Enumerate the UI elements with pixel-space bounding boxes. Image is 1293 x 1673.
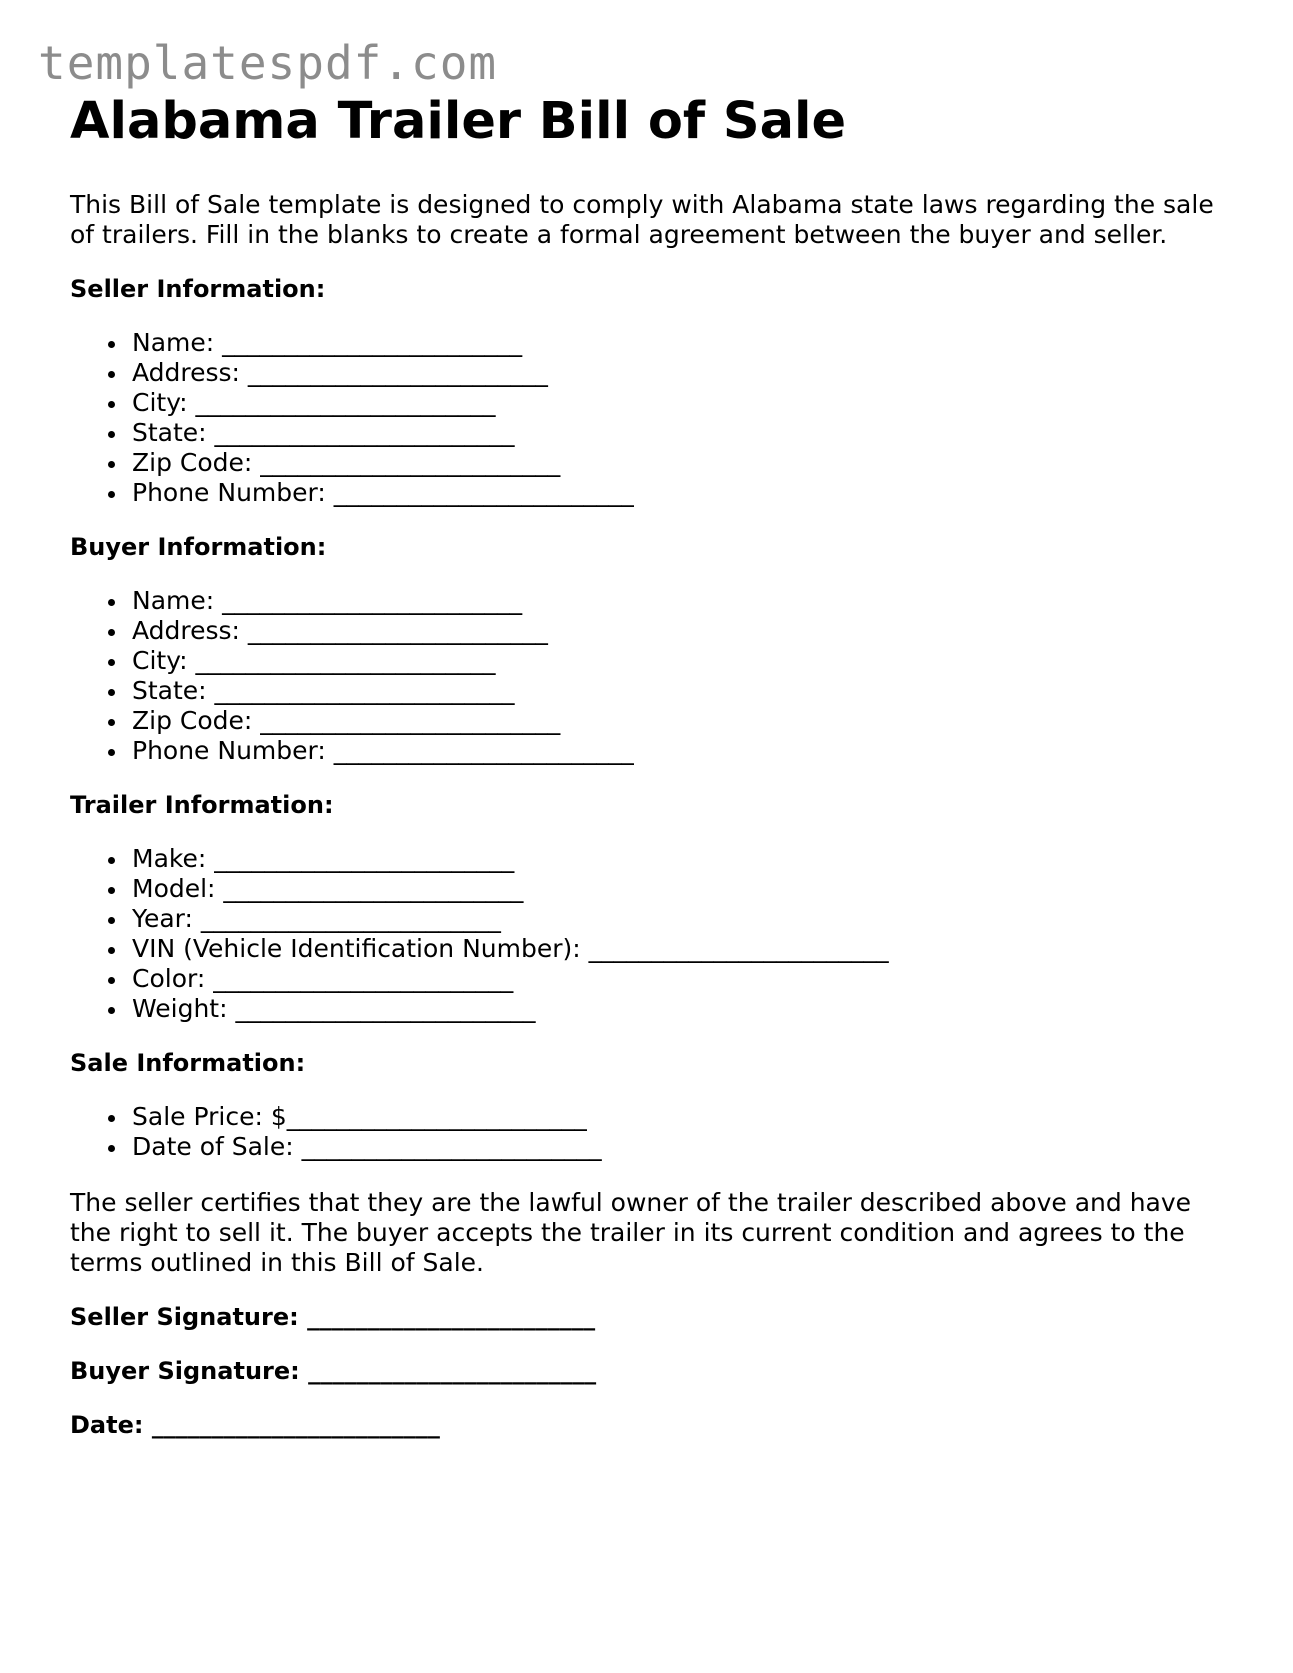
trailer-fields-list (70, 844, 1230, 1024)
buyer-fields-list (70, 586, 1230, 766)
seller-state-field: State: ________________________ (132, 418, 1230, 448)
buyer-zip-field: Zip Code: ________________________ (132, 706, 1230, 736)
seller-name-field: Name: ________________________ (132, 328, 1230, 358)
seller-phone-field: Phone Number: ________________________ (132, 478, 1230, 508)
seller-fields-list (70, 328, 1230, 508)
trailer-color-field: Color: ________________________ (132, 964, 1230, 994)
trailer-vin-field: VIN (Vehicle Identification Number): ________________________ (132, 934, 1230, 964)
signature-date-line: Date: ________________________ (70, 1411, 440, 1439)
seller-section-heading: Seller Information: (70, 275, 326, 303)
trailer-section-heading: Trailer Information: (70, 791, 334, 819)
watermark: templatespdf.com (38, 36, 498, 90)
buyer-phone-field: Phone Number: ________________________ (132, 736, 1230, 766)
seller-city-field: City: ________________________ (132, 388, 1230, 418)
trailer-make-field: Make: ________________________ (132, 844, 1230, 874)
page-title: Alabama Trailer Bill of Sale (70, 92, 847, 151)
sale-section-heading: Sale Information: (70, 1049, 306, 1077)
sale-date-field: Date of Sale: ________________________ (132, 1132, 1230, 1162)
document (70, 88, 1230, 1440)
trailer-model-field: Model: ________________________ (132, 874, 1230, 904)
buyer-section-heading: Buyer Information: (70, 533, 327, 561)
buyer-signature-line: Buyer Signature: ________________________ (70, 1357, 597, 1385)
sale-fields-list (70, 1102, 1230, 1162)
buyer-city-field: City: ________________________ (132, 646, 1230, 676)
seller-signature-line: Seller Signature: ________________________ (70, 1303, 596, 1331)
buyer-state-field: State: ________________________ (132, 676, 1230, 706)
seller-address-field: Address: ________________________ (132, 358, 1230, 388)
seller-zip-field: Zip Code: ________________________ (132, 448, 1230, 478)
buyer-name-field: Name: ________________________ (132, 586, 1230, 616)
intro-paragraph: This Bill of Sale template is designed to comply with Alabama state laws regarding the sale of trailers. Fill in the blanks to create a formal agreement between the buyer and seller. (70, 190, 1214, 249)
trailer-year-field: Year: ________________________ (132, 904, 1230, 934)
certification-paragraph: The seller certifies that they are the lawful owner of the trailer described above and have the right to sell it. The buyer accepts the trailer in its current condition and agrees to the terms outlined in this Bill of Sale. (70, 1188, 1192, 1277)
trailer-weight-field: Weight: ________________________ (132, 994, 1230, 1024)
sale-price-field: Sale Price: $________________________ (132, 1102, 1230, 1132)
buyer-address-field: Address: ________________________ (132, 616, 1230, 646)
